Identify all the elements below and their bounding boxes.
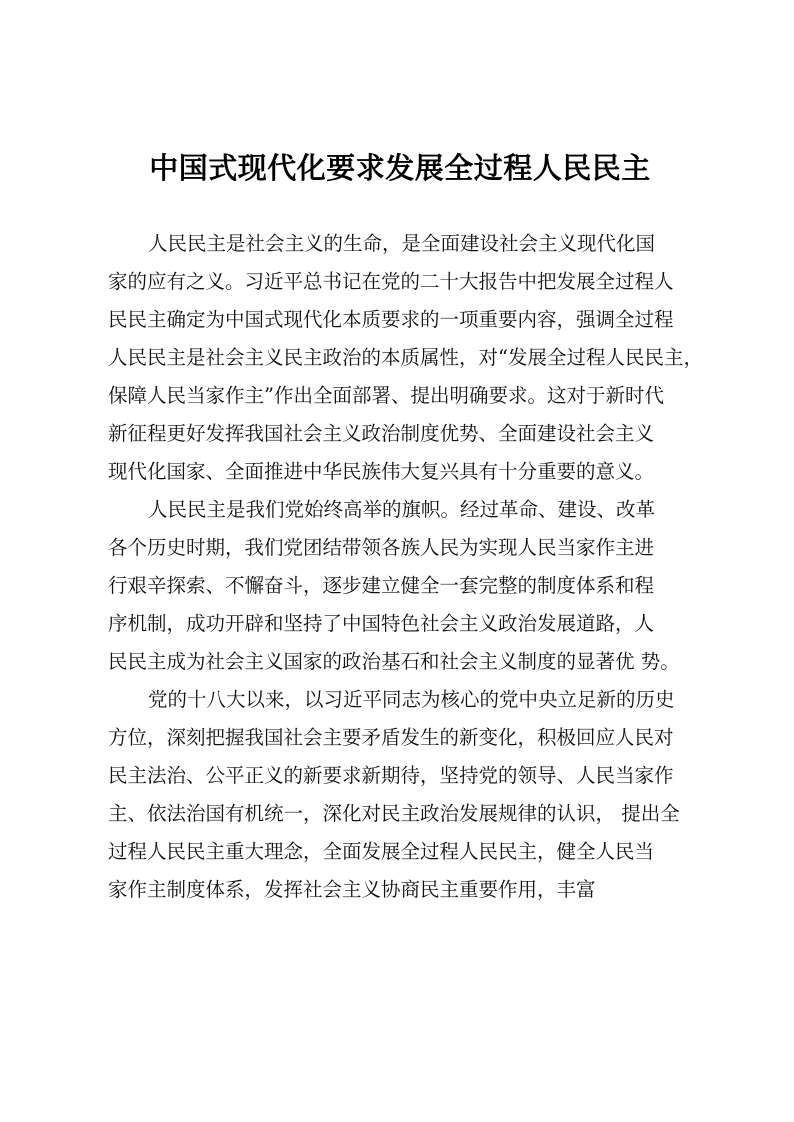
paragraph-line: 各个历史时期，我们党团结带领各族人民为实现人民当家作主进 (108, 536, 655, 559)
paragraph-line: 过程人民民主重大理念，全面发展全过程人民民主，健全人民当 (108, 840, 655, 863)
paragraph-line: 家作主制度体系，发挥社会主义协商民主重要作用，丰富 (108, 878, 596, 901)
paragraph-line: 人民民主是社会主义民主政治的本质属性，对“发展全过程人民民主， (108, 346, 703, 369)
paragraph-line: 党的十八大以来，以习近平同志为核心的党中央立足新的历史 (148, 688, 675, 711)
paragraph-line: 民民主成为社会主义国家的政治基石和社会主义制度的显著优 势。 (108, 650, 680, 673)
paragraph-line: 行艰辛探索、不懈奋斗，逐步建立健全一套完整的制度体系和程 (108, 574, 655, 597)
paragraph-line: 主、依法治国有机统一，深化对民主政治发展规律的认识， 提出全 (108, 802, 680, 825)
paragraph-line: 序机制，成功开辟和坚持了中国特色社会主义政治发展道路，人 (108, 612, 655, 635)
document-title: 中国式现代化要求发展全过程人民民主 (149, 151, 651, 185)
paragraph-line: 方位，深刻把握我国社会主要矛盾发生的新变化，积极回应人民对 (108, 726, 674, 749)
paragraph-line: 新征程更好发挥我国社会主义政治制度优势、全面建设社会主义 (108, 422, 655, 445)
paragraph-line: 人民民主是社会主义的生命，是全面建设社会主义现代化国 (148, 232, 656, 255)
paragraph-line: 民民主确定为中国式现代化本质要求的一项重要内容，强调全过程 (108, 308, 674, 331)
paragraph-line: 人民民主是我们党始终高举的旗帜。经过革命、建设、改革 (148, 498, 656, 521)
paragraph-line: 现代化国家、全面推进中华民族伟大复兴具有十分重要的意义。 (108, 460, 655, 483)
paragraph-line: 保障人民当家作主”作出全面部署、提出明确要求。这对于新时代 (108, 384, 664, 407)
paragraph-line: 家的应有之义。习近平总书记在党的二十大报告中把发展全过程人 (108, 270, 674, 293)
paragraph-line: 民主法治、公平正义的新要求新期待，坚持党的领导、人民当家作 (108, 764, 674, 787)
